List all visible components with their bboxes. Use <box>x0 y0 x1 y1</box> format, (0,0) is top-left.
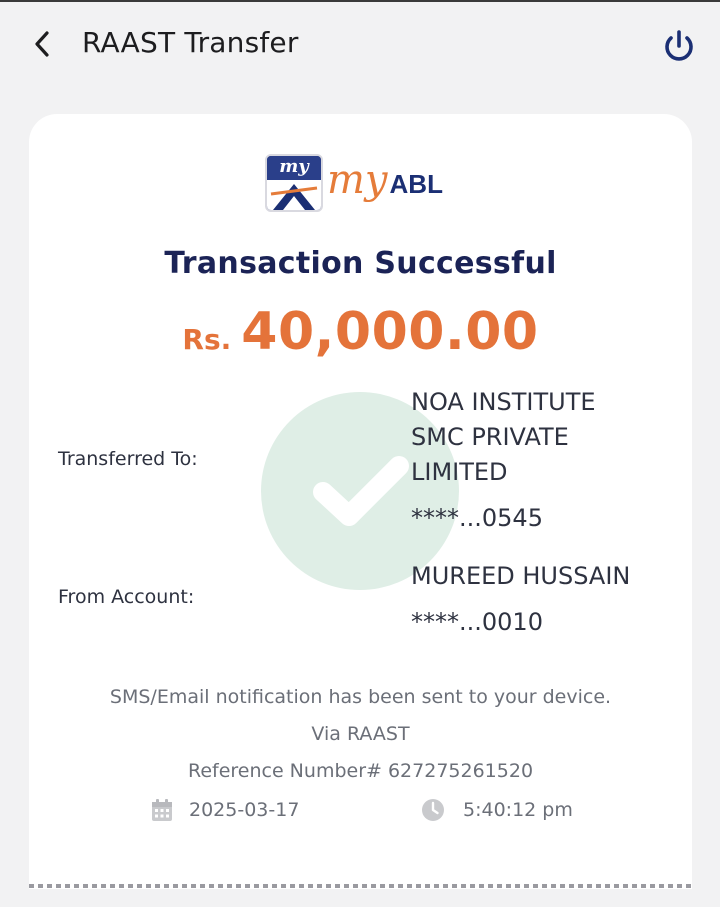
amount <box>29 302 692 362</box>
page-title: RAAST Transfer <box>82 26 299 59</box>
transaction-status-title: Transaction Successful <box>164 246 557 281</box>
logo-badge-text: my <box>267 156 321 180</box>
beneficiary-account: ****...0545 <box>411 504 543 532</box>
reference-number: Reference Number# 627275261520 <box>187 760 534 782</box>
transferred-to-label: Transferred To: <box>58 448 198 470</box>
receipt-card <box>29 114 692 889</box>
sender-name: MUREED HUSSAIN <box>411 562 631 590</box>
beneficiary-name-line-2: SMC PRIVATE <box>411 423 569 451</box>
logo-my-text: my <box>327 157 388 203</box>
back-button[interactable] <box>26 24 58 64</box>
power-icon <box>660 28 698 66</box>
receipt-perforation <box>29 884 692 888</box>
sender-account: ****...0010 <box>411 608 543 636</box>
from-account-label: From Account: <box>58 586 195 608</box>
logo-abl-text: ABL <box>389 169 443 199</box>
transaction-date <box>151 798 299 822</box>
logout-button[interactable] <box>660 28 698 66</box>
beneficiary-name-line-1: NOA INSTITUTE <box>411 388 596 416</box>
clock-icon <box>421 798 445 822</box>
logo-a-mark <box>267 180 321 212</box>
date-text: 2025-03-17 <box>189 799 300 821</box>
transaction-time <box>421 798 573 822</box>
notification-text: SMS/Email notification has been sent to your device. <box>109 686 612 708</box>
chevron-left-icon <box>32 30 52 58</box>
checkmark-icon <box>261 392 459 590</box>
success-check-icon <box>261 392 459 590</box>
app-header <box>0 2 720 90</box>
amount-currency: Rs. <box>182 323 232 356</box>
channel-text: Via RAAST <box>311 723 410 745</box>
logo-wordmark <box>327 157 443 216</box>
time-text: 5:40:12 pm <box>463 799 573 821</box>
beneficiary-name-line-3: LIMITED <box>411 458 508 486</box>
myabl-logo <box>265 152 457 220</box>
logo-badge <box>265 154 323 212</box>
calendar-icon <box>151 798 173 822</box>
amount-value: 40,000.00 <box>241 302 539 362</box>
